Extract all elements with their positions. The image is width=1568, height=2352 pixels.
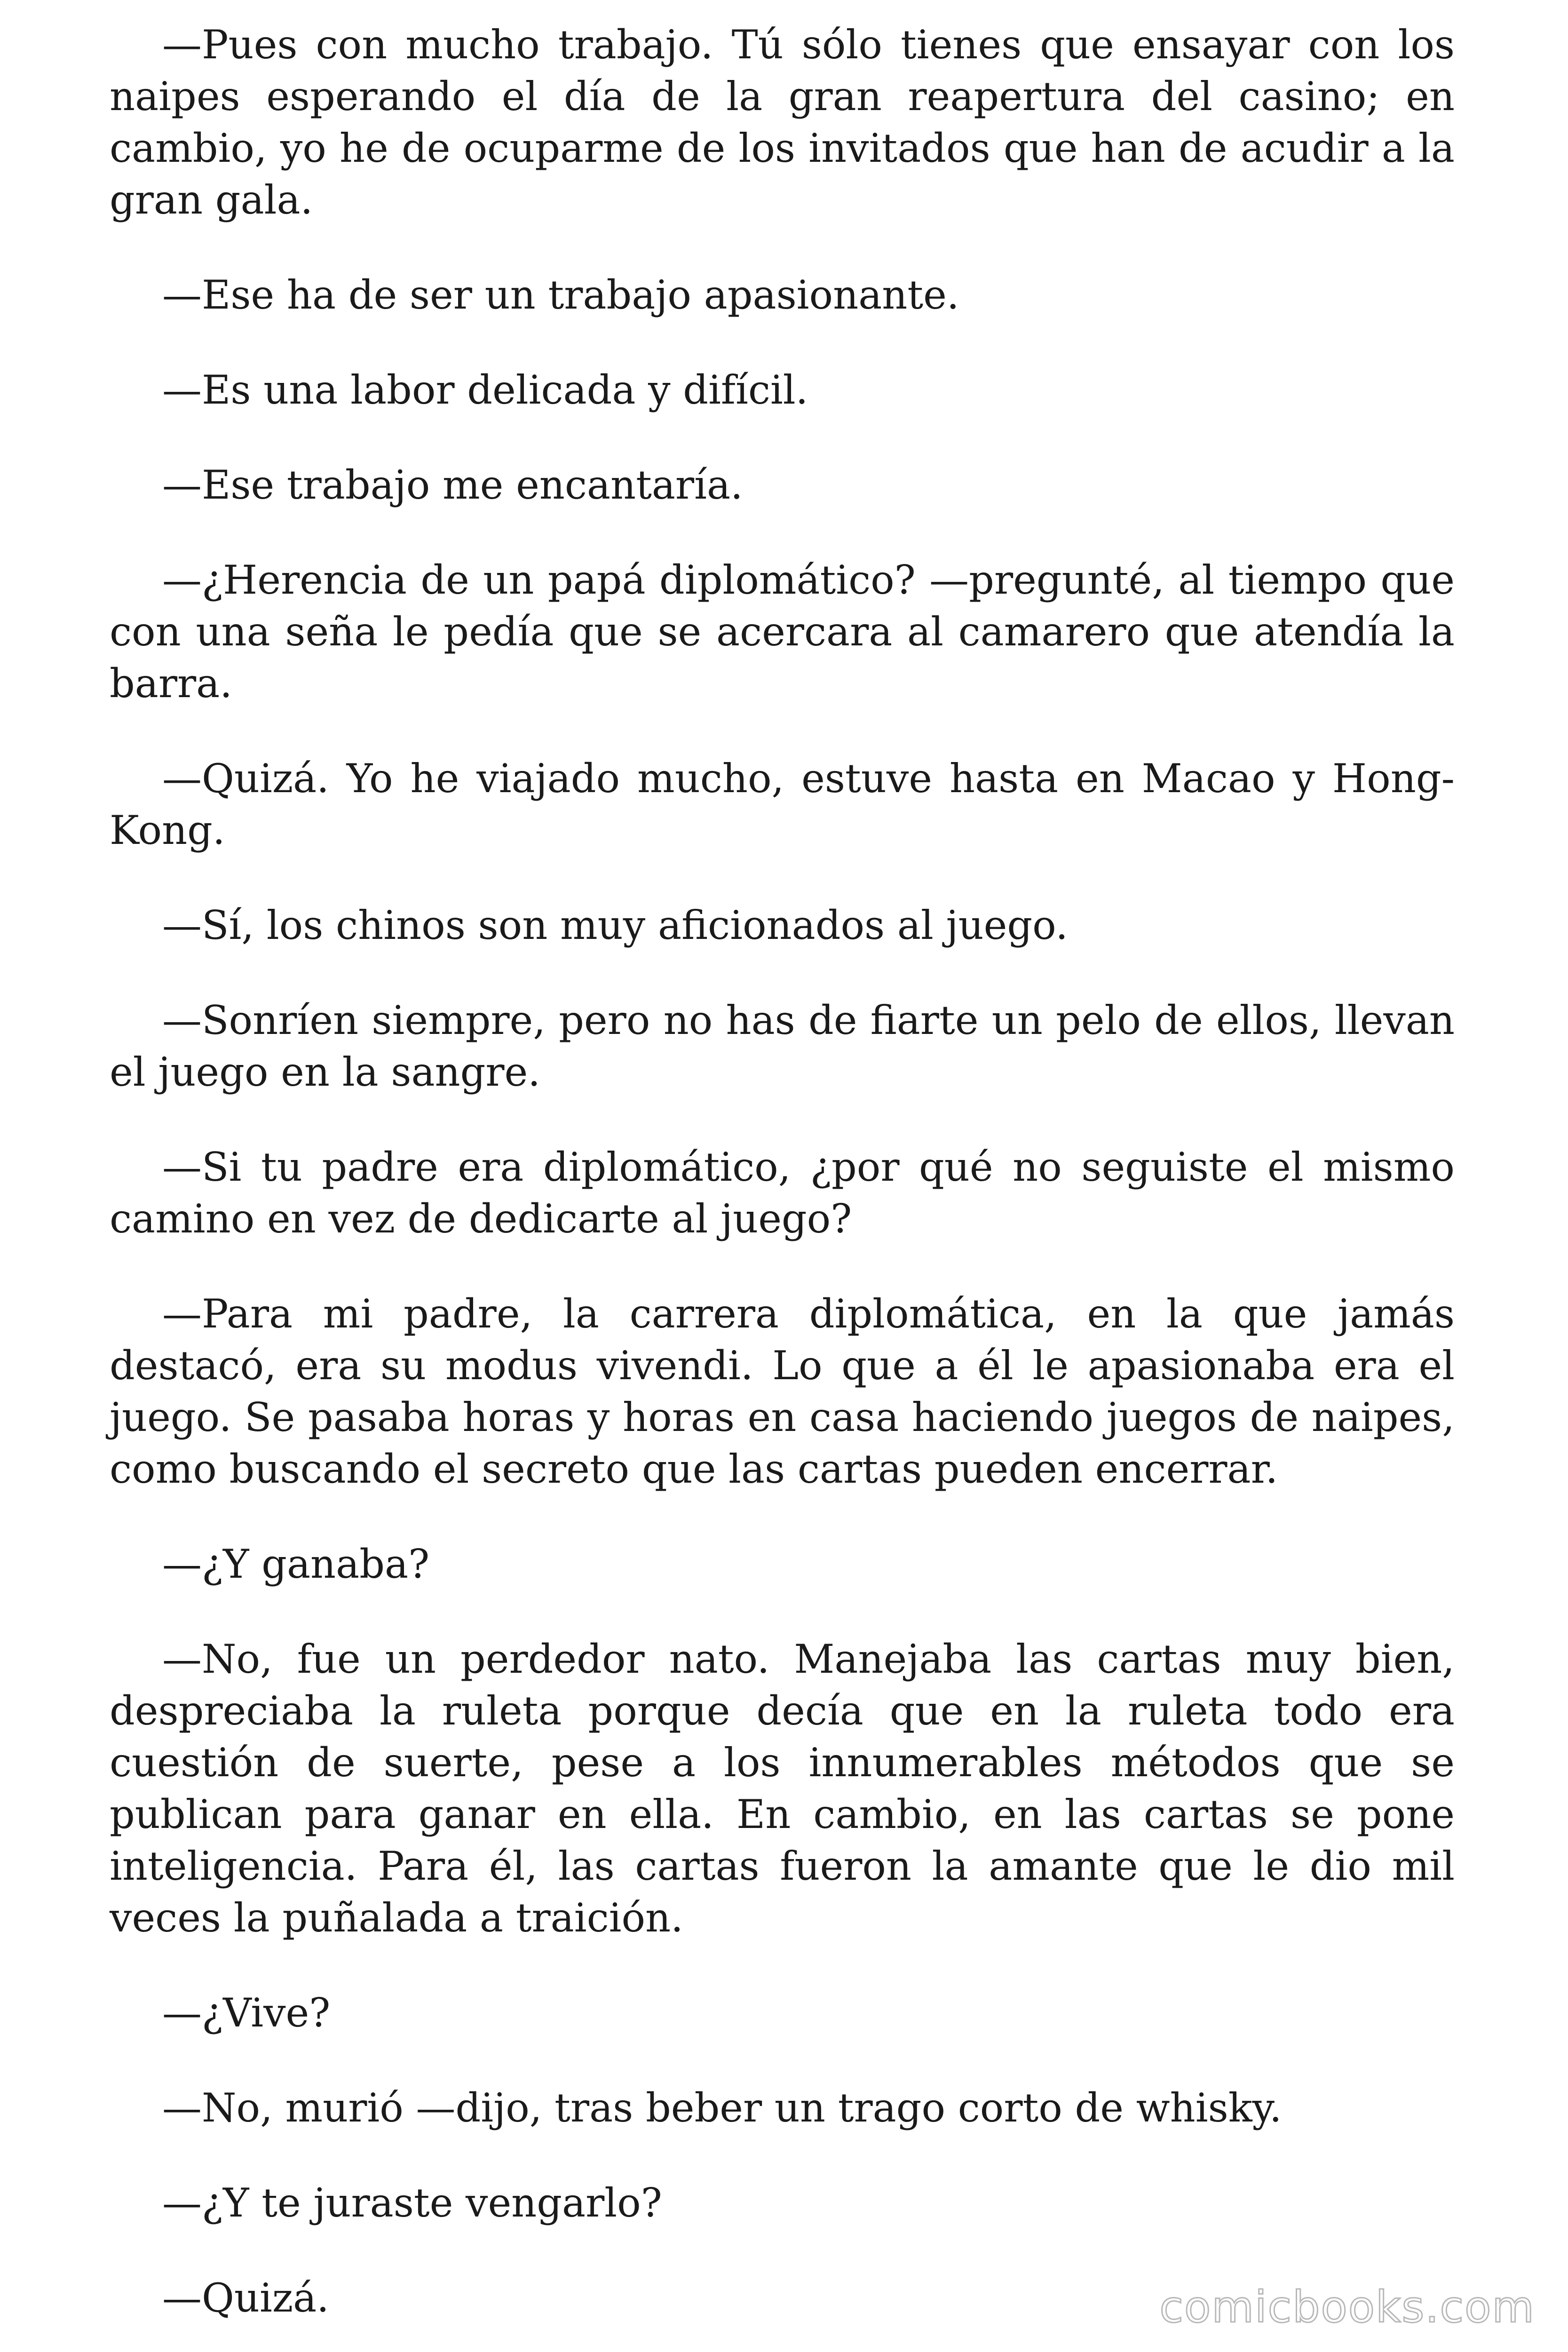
page-text xyxy=(110,19,1455,2324)
paragraph: —Sí, los chinos son muy aficionados al juego. xyxy=(162,902,1068,948)
paragraph: —Pues con mucho trabajo. Tú sólo tienes que ensayar con los naipes esperando el día de la gran reapertura del casino; en cambio, yo he de ocuparme de los invitados que han de acudir a la gran gala. xyxy=(110,22,1455,223)
paragraph: —¿Y te juraste vengarlo? xyxy=(162,2180,662,2226)
paragraph: —Quizá. Yo he viajado mucho, estuve hasta en Macao y Hong-Kong. xyxy=(110,755,1455,853)
paragraph: —¿Herencia de un papá diplomático? —pregunté, al tiempo que con una seña le pedía que se acercara al camarero que atendía la barra. xyxy=(110,557,1455,707)
watermark: comicbooks.com xyxy=(1159,2282,1535,2332)
paragraph: —No, murió —dijo, tras beber un trago corto de whisky. xyxy=(162,2085,1282,2131)
paragraph: —Sonríen siempre, pero no has de fiarte un pelo de ellos, llevan el juego en la sangre. xyxy=(110,997,1455,1095)
paragraph: —Ese trabajo me encantaría. xyxy=(162,462,743,508)
paragraph: —¿Y ganaba? xyxy=(162,1541,430,1587)
paragraph: —Ese ha de ser un trabajo apasionante. xyxy=(162,272,959,318)
paragraph: —No, fue un perdedor nato. Manejaba las cartas muy bien, despreciaba la ruleta porque decía que en la ruleta todo era cuestión de suerte, pese a los innumerables métodos que se publican para ganar en ella. En cambio, en las cartas se pone inteligencia. Para él, las cartas fueron la amante que le dio mil veces la puñalada a traición. xyxy=(110,1636,1455,1941)
paragraph: —Si tu padre era diplomático, ¿por qué no seguiste el mismo camino en vez de dedicarte al juego? xyxy=(110,1144,1455,1242)
paragraph: —Es una labor delicada y difícil. xyxy=(162,367,808,413)
paragraph: —Quizá. xyxy=(162,2275,329,2321)
paragraph: —¿Vive? xyxy=(162,1990,331,2036)
paragraph: —Para mi padre, la carrera diplomática, en la que jamás destacó, era su modus vivendi. Lo que a él le apasionaba era el juego. Se pasaba horas y horas en casa haciendo juegos de naipes, como buscando el secreto que las cartas pueden encerrar. xyxy=(110,1291,1455,1492)
